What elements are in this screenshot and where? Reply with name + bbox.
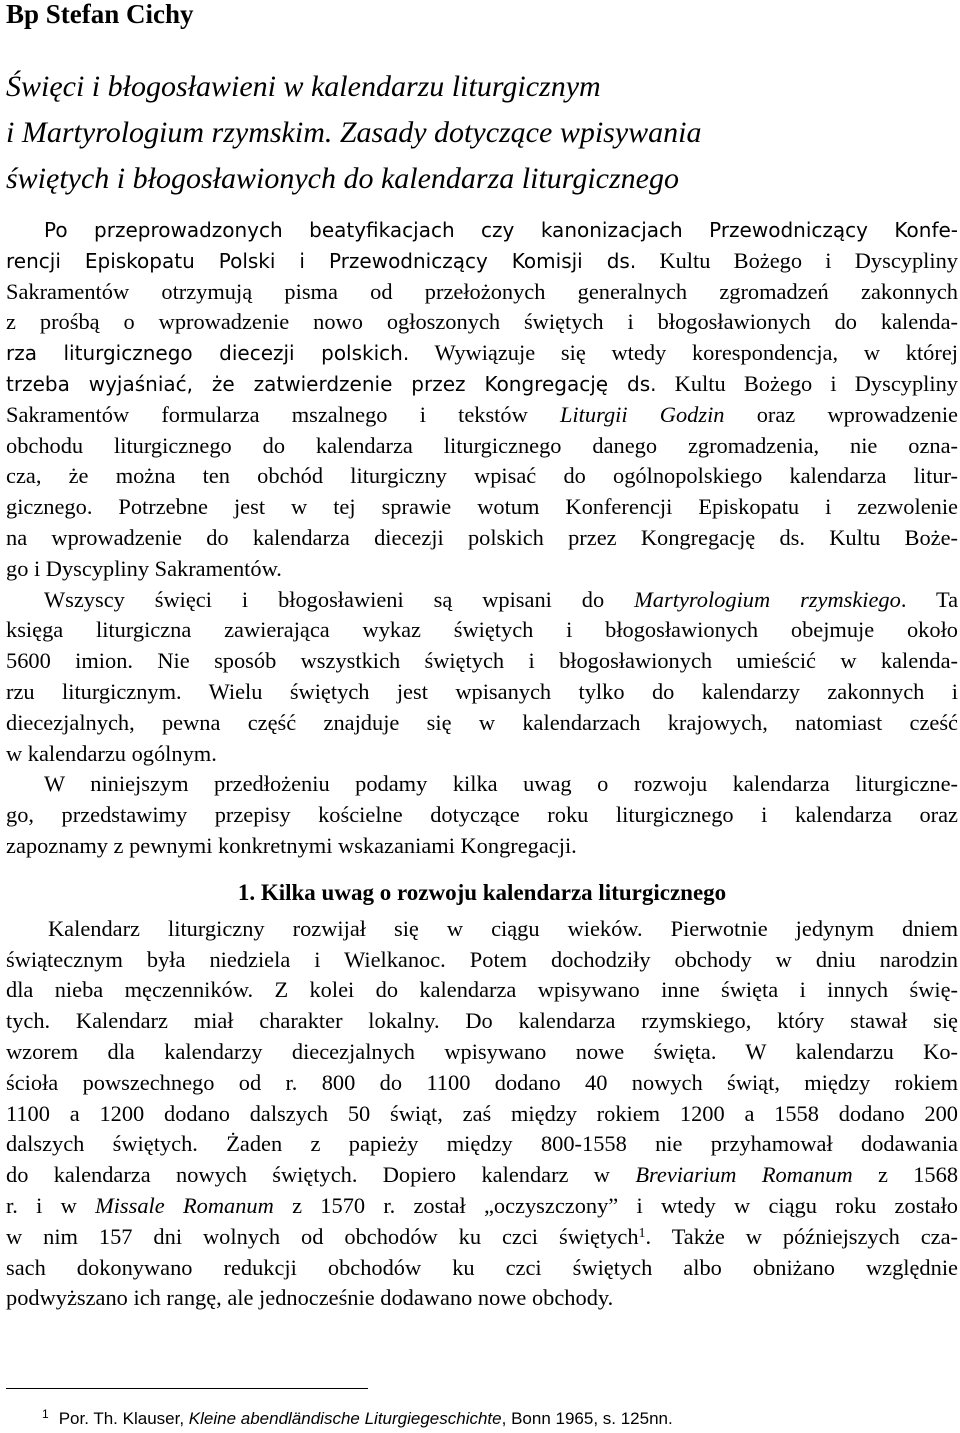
paragraph xyxy=(6,769,958,861)
text-line: wzorem dla kalendarzy diecezjalnych wpisywano nowe święta. W kalendarzu Ko- xyxy=(6,1038,958,1064)
title-line: świętych i błogosławionych do kalendarza liturgicznego xyxy=(6,162,679,195)
text-span: . Ta xyxy=(900,586,959,612)
footnote-work-title: Kleine abendländische Liturgiegeschichte xyxy=(188,1409,502,1428)
text-line xyxy=(6,585,958,616)
footnote-separator xyxy=(6,1388,368,1389)
text-line: dalszych świętych. Żaden z papieży między 800-1558 nie przyhamował dodawania xyxy=(6,1131,958,1157)
text-line xyxy=(6,1191,958,1222)
text-line: na wprowadzenie do kalendarza diecezji polskich przez Kongregację ds. Kultu Boże- xyxy=(6,524,958,550)
text-line: 5600 imion. Nie sposób wszystkich świętych i błogosławionych umieścić w kalenda- xyxy=(6,648,958,674)
text-line xyxy=(6,338,958,369)
text-span: Wywiązuje się wtedy korespondencja, w której xyxy=(409,340,958,366)
text-span: Kultu Bożego i Dyscypliny xyxy=(636,247,958,273)
title-line: Święci i błogosławieni w kalendarzu liturgicznym xyxy=(6,70,601,103)
article-body xyxy=(6,215,958,1314)
text-line: 1100 a 1200 dodano dalszych 50 świąt, zaś między rokiem 1200 a 1558 dodano 200 xyxy=(6,1100,958,1126)
author-name: Bp Stefan Cichy xyxy=(6,0,194,29)
text-line: tych. Kalendarz miał charakter lokalny. Do kalendarza rzymskiego, który stawał się xyxy=(6,1008,958,1034)
footnote xyxy=(42,1403,673,1430)
text-line: Sakramentów otrzymują pisma od przełożonych generalnych zgromadzeń zakonnych xyxy=(6,278,958,304)
text-span: Kultu Bożego i Dyscypliny xyxy=(656,370,959,396)
italic-title: Missale Romanum xyxy=(95,1192,274,1218)
text-line xyxy=(6,400,958,431)
text-span: rencji Episkopatu Polski i Przewodniczący Komisji ds. xyxy=(6,248,637,273)
paragraph xyxy=(6,585,958,770)
text-span: . Także w późniejszych cza- xyxy=(645,1223,958,1249)
text-line xyxy=(6,369,958,400)
text-span: z 1570 r. został „oczyszczony” i wtedy w ciągu roku zostało xyxy=(273,1192,958,1218)
text-line: zapoznamy z pewnymi konkretnymi wskazaniami Kongregacji. xyxy=(6,832,577,858)
text-span: oraz wprowadzenie xyxy=(724,401,958,427)
text-line: Po przeprowadzonych beatyfikacjach czy kanonizacjach Przewodniczący Konfe- xyxy=(44,218,958,242)
text-line: diecezjalnych, pewna część znajduje się w kalendarzach krajowych, natomiast cześć xyxy=(6,709,958,735)
text-line: go, przedstawimy przepisy kościelne dotyczące roku liturgicznego i kalendarza oraz xyxy=(6,802,958,828)
text-span: Wszyscy święci i błogosławieni są wpisani do xyxy=(44,586,635,612)
text-line: rzu liturgicznym. Wielu świętych jest wpisanych tylko do kalendarzy zakonnych i xyxy=(6,678,958,704)
text-line: sach dokonywano redukcji obchodów ku czci świętych albo obniżano względnie xyxy=(6,1254,958,1280)
text-line: z prośbą o wprowadzenie nowo ogłoszonych świętych i błogosławionych do kalenda- xyxy=(6,309,958,335)
italic-title: Breviarium Romanum xyxy=(635,1162,853,1188)
italic-title: Martyrologium rzymskiego xyxy=(634,586,901,612)
paragraph xyxy=(6,215,958,585)
text-line: W niniejszym przedłożeniu podamy kilka uwag o rozwoju kalendarza liturgiczne- xyxy=(44,771,958,797)
article-title xyxy=(6,64,946,202)
text-line: świątecznym była niedziela i Wielkanoc. Potem dochodziły obchody w dniu narodzin xyxy=(6,946,958,972)
text-span: trzeba wyjaśniać, że zatwierdzenie przez Kongregację ds. xyxy=(6,371,657,396)
footnote-text: , Bonn 1965, s. 125nn. xyxy=(501,1409,673,1428)
text-span: z 1568 xyxy=(852,1162,959,1188)
footnote-reference: 1 xyxy=(638,1225,646,1241)
text-line: cza, że można ten obchód liturgiczny wpisać do ogólnopolskiego kalendarza litur- xyxy=(6,463,958,489)
italic-title: Liturgii Godzin xyxy=(559,401,725,427)
section-heading: 1. Kilka uwag o rozwoju kalendarza liturgicznego xyxy=(237,879,727,905)
text-line: podwyższano ich rangę, ale jednocześnie dodawano nowe obchody. xyxy=(6,1285,614,1311)
text-line xyxy=(6,246,958,277)
paragraph xyxy=(6,914,958,1314)
text-line: gicznego. Potrzebne jest w tej sprawie wotum Konferencji Episkopatu i zezwolenie xyxy=(6,494,958,520)
text-line: w kalendarzu ogólnym. xyxy=(6,740,217,766)
text-line: księga liturgiczna zawierająca wykaz świętych i błogosławionych obejmuje około xyxy=(6,617,958,643)
text-line: Kalendarz liturgiczny rozwijał się w ciągu wieków. Pierwotnie jedynym dniem xyxy=(48,915,958,941)
title-line: i Martyrologium rzymskim. Zasady dotyczące wpisywania xyxy=(6,116,702,149)
text-span: w nim 157 dni wolnych od obchodów ku czci świętych xyxy=(6,1223,639,1249)
text-span: Sakramentów formularza mszalnego i tekstów xyxy=(6,401,560,427)
text-line: obchodu liturgicznego do kalendarza liturgicznego danego zgromadzenia, nie ozna- xyxy=(6,432,958,458)
footnote-text: Por. Th. Klauser, xyxy=(58,1409,189,1428)
text-line: go i Dyscypliny Sakramentów. xyxy=(6,555,282,581)
text-line xyxy=(6,1160,958,1191)
text-span: r. i w xyxy=(6,1192,96,1218)
text-line xyxy=(6,1222,958,1253)
text-line: ścioła powszechnego od r. 800 do 1100 dodano 40 nowych świąt, między rokiem xyxy=(6,1069,958,1095)
text-span: rza liturgicznego diecezji polskich. xyxy=(6,341,410,366)
text-line: dla nieba męczenników. Z kolei do kalendarza wpisywano inne święta i innych świę- xyxy=(6,977,958,1003)
text-span: do kalendarza nowych świętych. Dopiero kalendarz w xyxy=(6,1162,636,1188)
footnote-number: 1 xyxy=(42,1407,49,1421)
